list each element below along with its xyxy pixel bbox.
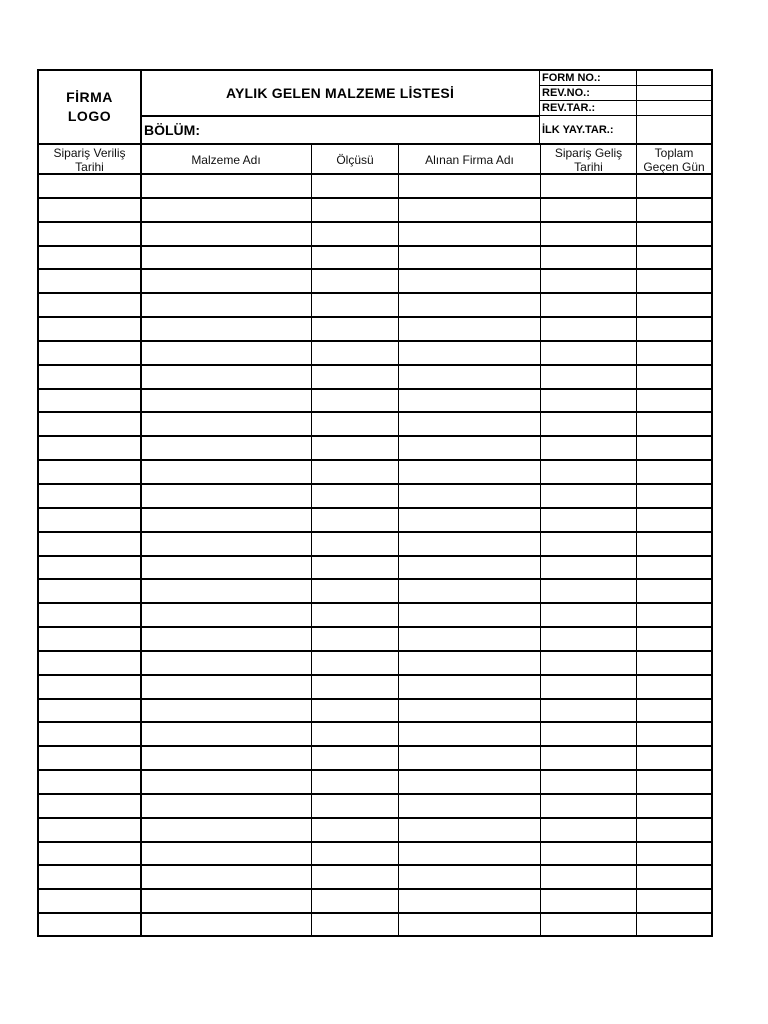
table-row[interactable] — [39, 771, 711, 793]
table-row[interactable] — [39, 604, 711, 626]
form-sheet — [37, 69, 713, 937]
rev-no-label: REV.NO.: — [542, 87, 590, 99]
column-header-order-date: Sipariş Veriliş Tarihi — [53, 145, 126, 174]
form-no-value[interactable] — [637, 71, 711, 85]
table-row[interactable] — [39, 294, 711, 316]
table-row[interactable] — [39, 175, 711, 197]
table-row[interactable] — [39, 199, 711, 221]
table-row[interactable] — [39, 580, 711, 602]
table-row[interactable] — [39, 485, 711, 507]
table-row[interactable] — [39, 723, 711, 745]
table-row[interactable] — [39, 747, 711, 769]
table-row[interactable] — [39, 366, 711, 388]
table-row[interactable] — [39, 628, 711, 650]
table-row[interactable] — [39, 437, 711, 459]
section-label: BÖLÜM: — [144, 121, 200, 138]
form-title: AYLIK GELEN MALZEME LİSTESİ — [225, 85, 455, 101]
column-header-measure: Ölçüsü — [336, 152, 374, 167]
table-row[interactable] — [39, 461, 711, 483]
logo-line-2: LOGO — [67, 108, 112, 124]
table-row[interactable] — [39, 843, 711, 865]
column-header-total-days: Toplam Geçen Gün — [643, 145, 705, 174]
table-row[interactable] — [39, 700, 711, 722]
table-row[interactable] — [39, 819, 711, 841]
rev-no-value[interactable] — [637, 86, 711, 100]
table-row[interactable] — [39, 247, 711, 269]
table-row[interactable] — [39, 223, 711, 245]
column-header-material-name: Malzeme Adı — [191, 152, 261, 167]
column-header-supplier-name: Alınan Firma Adı — [425, 152, 514, 167]
form-no-label: FORM NO.: — [542, 72, 601, 84]
column-header-arrival-date: Sipariş Geliş Tarihi — [554, 145, 623, 174]
table-row[interactable] — [39, 866, 711, 888]
table-row[interactable] — [39, 509, 711, 531]
rev-tar-value[interactable] — [637, 101, 711, 115]
table-row[interactable] — [39, 413, 711, 435]
company-logo-placeholder — [39, 71, 140, 143]
table-row[interactable] — [39, 557, 711, 579]
table-row[interactable] — [39, 652, 711, 674]
first-publish-date-label: İLK YAY.TAR.: — [542, 123, 614, 136]
first-publish-date-value[interactable] — [637, 116, 711, 143]
table-row[interactable] — [39, 533, 711, 555]
table-row[interactable] — [39, 890, 711, 912]
table-row[interactable] — [39, 270, 711, 292]
table-row[interactable] — [39, 795, 711, 817]
logo-line-1: FİRMA — [66, 89, 113, 105]
table-row[interactable] — [39, 342, 711, 364]
table-row[interactable] — [39, 390, 711, 412]
table-row[interactable] — [39, 318, 711, 340]
table-row[interactable] — [39, 676, 711, 698]
rev-tar-label: REV.TAR.: — [542, 102, 596, 114]
table-row[interactable] — [39, 914, 711, 936]
